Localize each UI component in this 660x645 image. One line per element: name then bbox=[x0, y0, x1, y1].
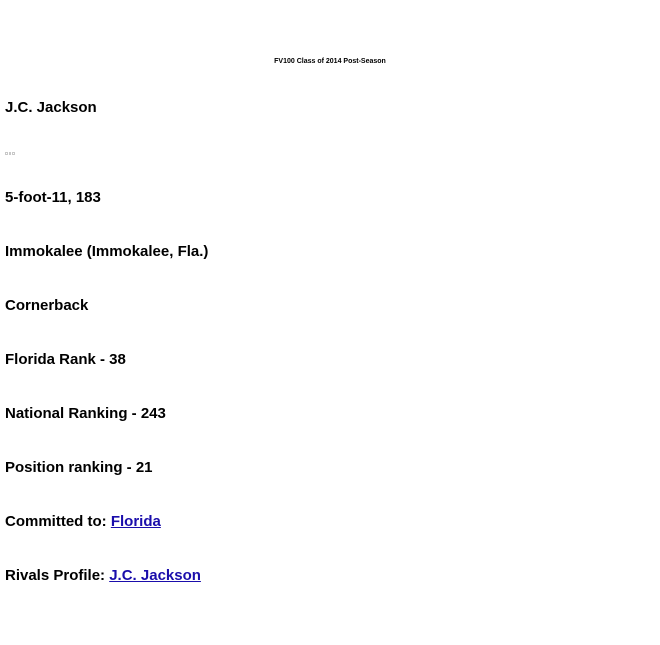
committed-school-link[interactable]: Florida bbox=[110, 513, 161, 530]
rivals-profile-label: Rivals Profile: bbox=[5, 567, 110, 584]
rivals-profile-row bbox=[5, 567, 201, 585]
rivals-profile-link[interactable]: J.C. Jackson bbox=[109, 567, 201, 584]
national-ranking: National Ranking - 243 bbox=[5, 405, 166, 422]
committed-label: Committed to: bbox=[5, 513, 111, 530]
player-position: Cornerback bbox=[5, 297, 89, 314]
player-name: J.C. Jackson bbox=[5, 99, 97, 116]
player-school: Immokalee (Immokalee, Fla.) bbox=[5, 243, 209, 260]
position-ranking: Position ranking - 21 bbox=[5, 459, 153, 476]
committed-row bbox=[5, 513, 161, 531]
broken-image-icon bbox=[5, 152, 15, 155]
player-size: 5-foot-11, 183 bbox=[5, 189, 101, 206]
page-title: FV100 Class of 2014 Post-Season bbox=[274, 58, 386, 65]
florida-rank: Florida Rank - 38 bbox=[5, 351, 126, 368]
